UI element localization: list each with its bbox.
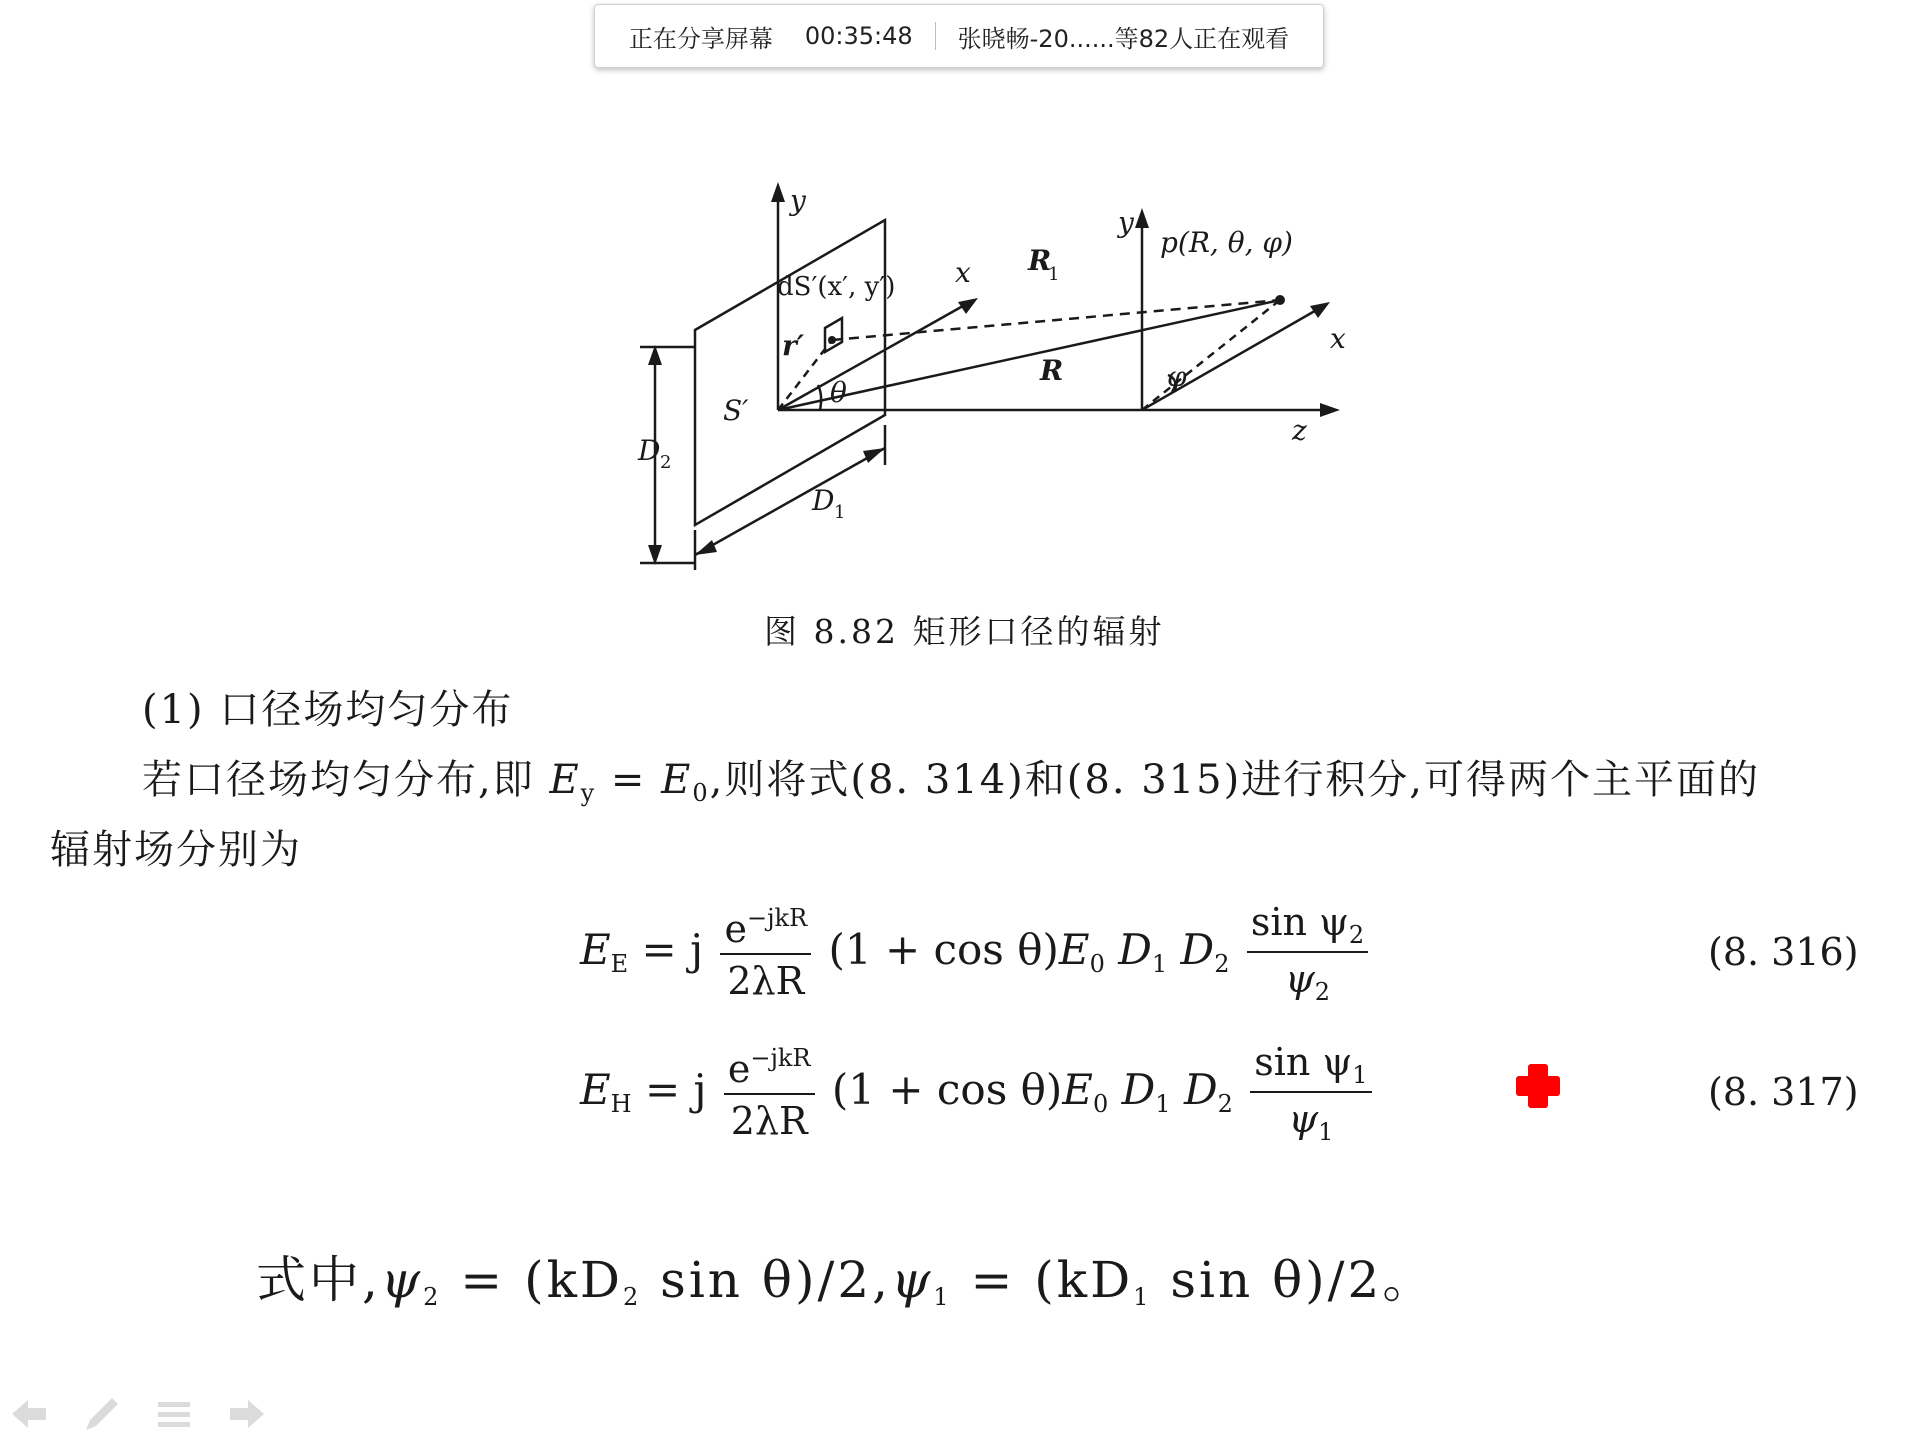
label-point: p(R, θ, φ) [1160, 226, 1293, 259]
forward-arrow-icon[interactable] [224, 1392, 268, 1436]
fraction: $\frac{e^{-jkR}}{2\lambda R}$ [720, 904, 811, 1003]
divider [935, 22, 936, 50]
label-d2: D [638, 434, 661, 467]
r-vector [778, 300, 1280, 410]
equation-number-317: (8. 317) [1708, 1070, 1859, 1114]
label-y-left: y [790, 184, 806, 217]
arrowhead [863, 448, 885, 463]
label-x-left: x [955, 256, 971, 289]
label-theta: θ [830, 376, 847, 409]
definition-line: 式中$,\psi_2 = (kD_2$ $\sin \theta)/2,\psi_1 = (kD_1$ sin θ)/2。 [256, 1251, 1436, 1311]
section-heading: (1) 口径场均匀分布 [142, 687, 514, 733]
label-z: z [1292, 414, 1307, 447]
fraction: $\frac{\sin \psi_2}{\psi_2}$ [1247, 900, 1368, 1006]
label-phi: φ [1167, 360, 1187, 393]
label-x-right: x [1330, 322, 1346, 355]
screen-share-bar [594, 4, 1324, 68]
paragraph-1: 若口径场均匀分布,即 $E_y = E_0$,则将式(8. 314)和(8. 315)进行积分,可得两个主平面的 [142, 757, 1760, 807]
figure-caption: 图 8.82 矩形口径的辐射 [764, 612, 1165, 651]
back-arrow-icon[interactable] [8, 1392, 52, 1436]
label-d2-sub: 2 [660, 452, 672, 473]
share-status: 正在分享屏幕 [628, 24, 773, 53]
point-ds [828, 336, 836, 344]
point-p [1275, 295, 1285, 305]
label-y-right: y [1118, 206, 1134, 239]
slideshow-toolbar [8, 1392, 268, 1442]
theta-arc [818, 385, 821, 410]
share-timer: 00:35:48 [804, 22, 913, 50]
label-d1: D [812, 484, 835, 517]
arrowhead [958, 298, 978, 314]
label-ds: dS′(x′, y′) [777, 272, 896, 302]
equation-e-plane: $E_E = j$ $\frac{e^{-jkR}}{2\lambda R}$ $(1 + \cos \theta)E_0$ $D_1$ $D_2$ $\frac{\sin \psi_2}{\psi_2}$ [580, 900, 1372, 1006]
equation-h-plane: $E_H = j$ $\frac{e^{-jkR}}{2\lambda R}$ $(1 + \cos \theta)E_0$ $D_1$ $D_2$ $\frac{\sin \psi_1}{\psi_1}$ [580, 1040, 1376, 1146]
d1-dimension [695, 448, 885, 555]
label-r1-sub: 1 [1048, 264, 1060, 285]
label-s-prime: S′ [723, 394, 749, 427]
label-r1: R [1028, 244, 1052, 277]
ds-element [825, 318, 842, 352]
label-d1-sub: 1 [834, 502, 846, 523]
equation-number-316: (8. 316) [1708, 930, 1859, 974]
menu-icon[interactable] [152, 1392, 196, 1436]
paragraph-2: 辐射场分别为 [50, 827, 302, 873]
x-axis-left [778, 302, 970, 410]
label-r: R [1040, 354, 1064, 387]
fraction: $\frac{e^{-jkR}}{2\lambda R}$ [724, 1044, 815, 1143]
aperture-plane [695, 220, 885, 525]
arrowhead [771, 182, 785, 202]
viewer-count[interactable]: 张晓畅-20......等82人正在观看 [957, 24, 1290, 53]
aperture-diagram [620, 180, 1360, 580]
arrowhead [1320, 403, 1340, 417]
fraction: $\frac{\sin \psi_1}{\psi_1}$ [1250, 1040, 1371, 1146]
label-r-prime: r′ [782, 329, 805, 362]
r1-vector [832, 300, 1280, 340]
arrowhead [695, 540, 717, 555]
phi-projection [1142, 300, 1280, 410]
arrowhead [1310, 302, 1330, 318]
pen-icon[interactable] [80, 1392, 124, 1436]
arrowhead [1135, 208, 1149, 228]
laser-pointer-icon [1516, 1064, 1560, 1108]
